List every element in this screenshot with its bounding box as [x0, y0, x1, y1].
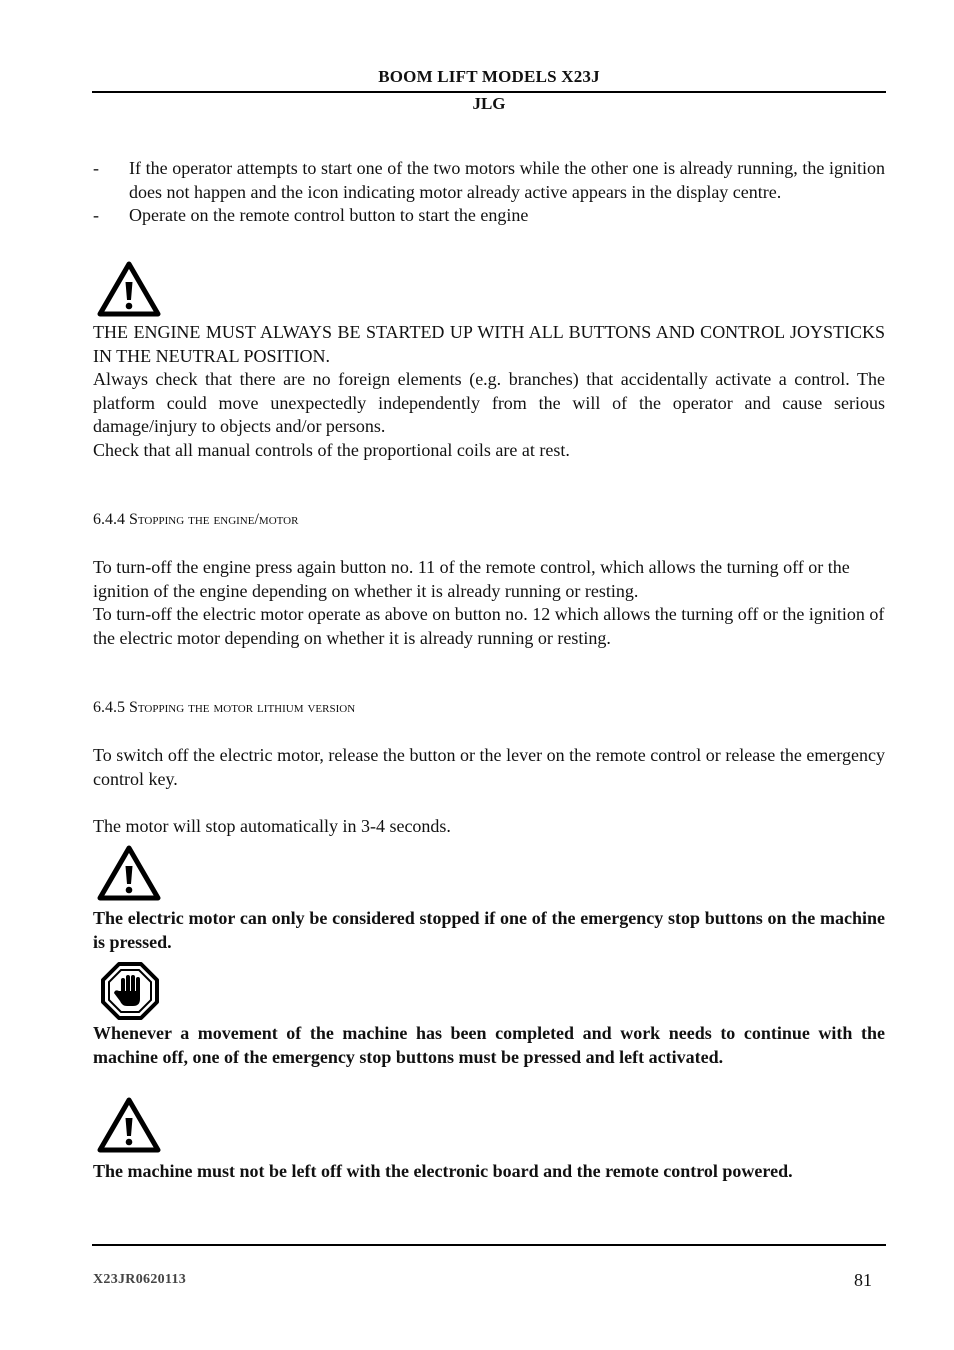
section-title: Stopping the engine/motor — [129, 511, 299, 528]
stop-hand-icon — [100, 961, 160, 1021]
header-title: BOOM LIFT MODELS X23J — [378, 67, 600, 86]
paragraph: The motor will stop automatically in 3-4 seconds. — [93, 816, 451, 836]
warning-caps-text: THE ENGINE MUST ALWAYS BE STARTED UP WITH ALL BUTTONS AND CONTROL JOYSTICKS IN THE NEUTRAL POSITION. — [93, 322, 885, 366]
warning-text: Always check that there are no foreign elements (e.g. branches) that accidentally activate a control. The platform could move unexpectedly independently from the will of the operator and cause serious damage/injury to objects and/or persons. — [93, 369, 885, 436]
header-brand: JLG — [472, 94, 506, 113]
header-rule — [92, 91, 886, 93]
bullet-marker: - — [93, 158, 99, 178]
paragraph: To turn-off the engine press again button no. 11 of the remote control, which allows the turning off or the ignition of the engine depending on whether it is already running or resting. — [93, 557, 850, 601]
warning-bold-text: The machine must not be left off with the electronic board and the remote control powered. — [93, 1161, 793, 1181]
section-title: Stopping the motor lithium version — [129, 699, 356, 716]
list-item — [93, 204, 885, 228]
bullet-marker: - — [93, 205, 99, 225]
warning-triangle-icon — [97, 261, 161, 317]
bullet-list — [93, 157, 885, 228]
document-code: X23JR0620113 — [93, 1272, 187, 1287]
warning-triangle-icon — [97, 1097, 161, 1153]
warning-triangle-icon — [97, 845, 161, 901]
list-item — [93, 157, 885, 204]
warning-text: Check that all manual controls of the proportional coils are at rest. — [93, 440, 570, 460]
section-number: 6.4.4 — [93, 511, 125, 528]
bullet-text: Operate on the remote control button to start the engine — [129, 205, 529, 225]
footer-rule — [92, 1244, 886, 1246]
stop-notice-text: Whenever a movement of the machine has been completed and work needs to continue with the machine off, one of the emergency stop buttons must be pressed and left activated. — [93, 1023, 885, 1067]
paragraph: To switch off the electric motor, release the button or the lever on the remote control or release the emergency control key. — [93, 745, 885, 789]
bullet-text: If the operator attempts to start one of the two motors while the other one is already running, the ignition does not happen and the icon indicating motor already active appears in the display centre. — [129, 158, 885, 202]
paragraph: To turn-off the electric motor operate as above on button no. 12 which allows the turning off or the ignition of the electric motor depending on whether it is already running or resting. — [93, 604, 885, 648]
section-heading — [93, 511, 885, 529]
section-heading — [93, 699, 885, 717]
section-number: 6.4.5 — [93, 699, 125, 716]
page-number: 81 — [854, 1270, 872, 1290]
warning-bold-text: The electric motor can only be considered stopped if one of the emergency stop buttons on the machine is pressed. — [93, 908, 885, 952]
